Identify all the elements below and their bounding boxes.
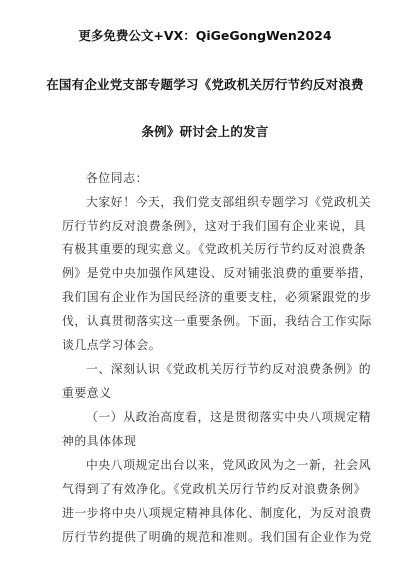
subsection-heading: （一）从政治高度看，这是贯彻落实中央八项规定精 xyxy=(86,410,372,424)
body-line: 中央八项规定出台以来，党风政风为之一新，社会风 xyxy=(86,458,372,472)
body-line: 厉行节约反对浪费条例》，这对于我们国有企业来说，具 xyxy=(62,219,367,233)
section-heading: 重要意义 xyxy=(62,386,112,400)
body-line: 例》是党中央加强作风建设、反对铺张浪费的重要举措， xyxy=(62,266,372,280)
body-line: 伐，认真贯彻落实这一重要条例。下面，我结合工作实际 xyxy=(62,314,372,328)
body-line: 进一步将中央八项规定精神具体化、制度化，为反对浪费 xyxy=(62,506,372,520)
title-line-1: 在国有企业党支部专题学习《党政机关厉行节约反对浪费 xyxy=(46,77,364,92)
body-line: 有极其重要的现实意义。《党政机关厉行节约反对浪费条 xyxy=(62,242,367,256)
body-line: 谈几点学习体会。 xyxy=(62,338,162,352)
body-line: 大家好！今天，我们党支部组织专题学习《党政机关 xyxy=(86,195,372,209)
title-line-2: 条例》研讨会上的发言 xyxy=(141,124,269,139)
body-line: 我们国有企业作为国民经济的重要支柱，必须紧跟党的步 xyxy=(62,290,372,304)
header-banner: 更多免费公文+VX：QiGeGongWen2024 xyxy=(78,28,332,43)
subsection-heading: 神的具体体现 xyxy=(62,434,137,448)
salutation: 各位同志： xyxy=(86,171,148,185)
body-line: 厉行节约提供了明确的规范和准则。我们国有企业作为党 xyxy=(62,530,372,544)
section-heading: 一、深刻认识《党政机关厉行节约反对浪费条例》的 xyxy=(86,362,372,376)
body-line: 气得到了有效净化。《党政机关厉行节约反对浪费条例》 xyxy=(62,482,367,496)
